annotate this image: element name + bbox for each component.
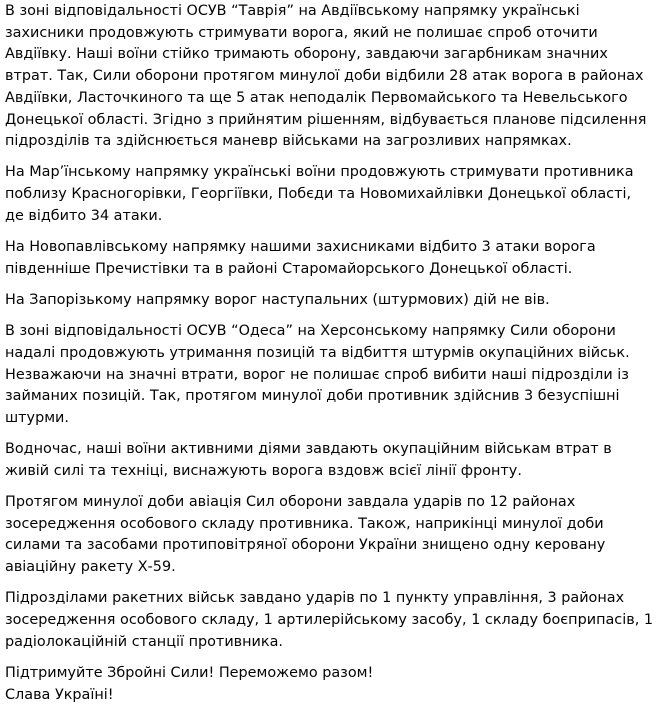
paragraph-zaporizhzhia: На Запорізькому напрямку ворог наступальних (штурмових) дій не вів. [5, 291, 550, 308]
paragraph-kherson: В зоні відповідальності ОСУВ “Одеса” на Херсонському напрямку Сили оборони надалі продовжують утримання позицій та відбиття штурмів окупаційних військ. Незважаючи на значні втрати, ворог не полишає спроб вибити наші підрозділи із займаних позицій. Так, протягом минулої доби противник здійснив 3 безуспішні штурми. [5, 323, 630, 426]
paragraph-enemy-losses: Водночас, наші воїни активними діями завдають окупаційним військам втрат в живій силі та техніці, виснажують ворога вздовж всієї лінії фронту. [5, 441, 612, 479]
paragraph-avdiivka: В зоні відповідальності ОСУВ “Таврія” на Авдіївському напрямку українські захисники продовжують стримувати ворога, який не полишає спроб оточити Авдіївку. Наші воїни стійко тримають оборону, завдаючи загарбникам значних втрат. Так, Сили оборони протягом минулої доби відбили 28 атак ворога в районах Авдіївки, Ласточкиного та ще 5 атак неподалік Первомайського та Невельського Донецької області. Згідно з прийнятим рішенням, відбувається планове підсилення підрозділів та здійснюється маневр військами на загрозливих напрямках. [5, 3, 647, 150]
paragraph-novopavlivka: На Новопавлівському напрямку нашими захисниками відбито 3 атаки ворога південніше Пречистівки та в районі Старомайорського Донецької області. [5, 239, 596, 277]
paragraph-missile-troops: Підрозділами ракетних військ завдано ударів по 1 пункту управління, 3 районах зосередження особового складу, 1 артилерійському засобу, 1 складу боєприпасів, 1 радіолокаційній станції противника. [5, 590, 653, 650]
paragraph-aviation: Протягом минулої доби авіація Сил оборони завдала ударів по 12 районах зосередження особового складу противника. Також, наприкінці минулої доби силами та засобами протиповітряної оборони України знищено одну керовану авіаційну ракету Х-59. [5, 494, 606, 576]
paragraph-closing: Підтримуйте Збройні Сили! Переможемо разом! Слава Україні! [5, 664, 374, 703]
paragraph-marinka: На Мар’їнському напрямку українські воїни продовжують стримувати противника поблизу Красногорівки, Георгіївки, Побєди та Новомихайлівки Донецької області, де відбито 34 атаки. [5, 164, 634, 224]
